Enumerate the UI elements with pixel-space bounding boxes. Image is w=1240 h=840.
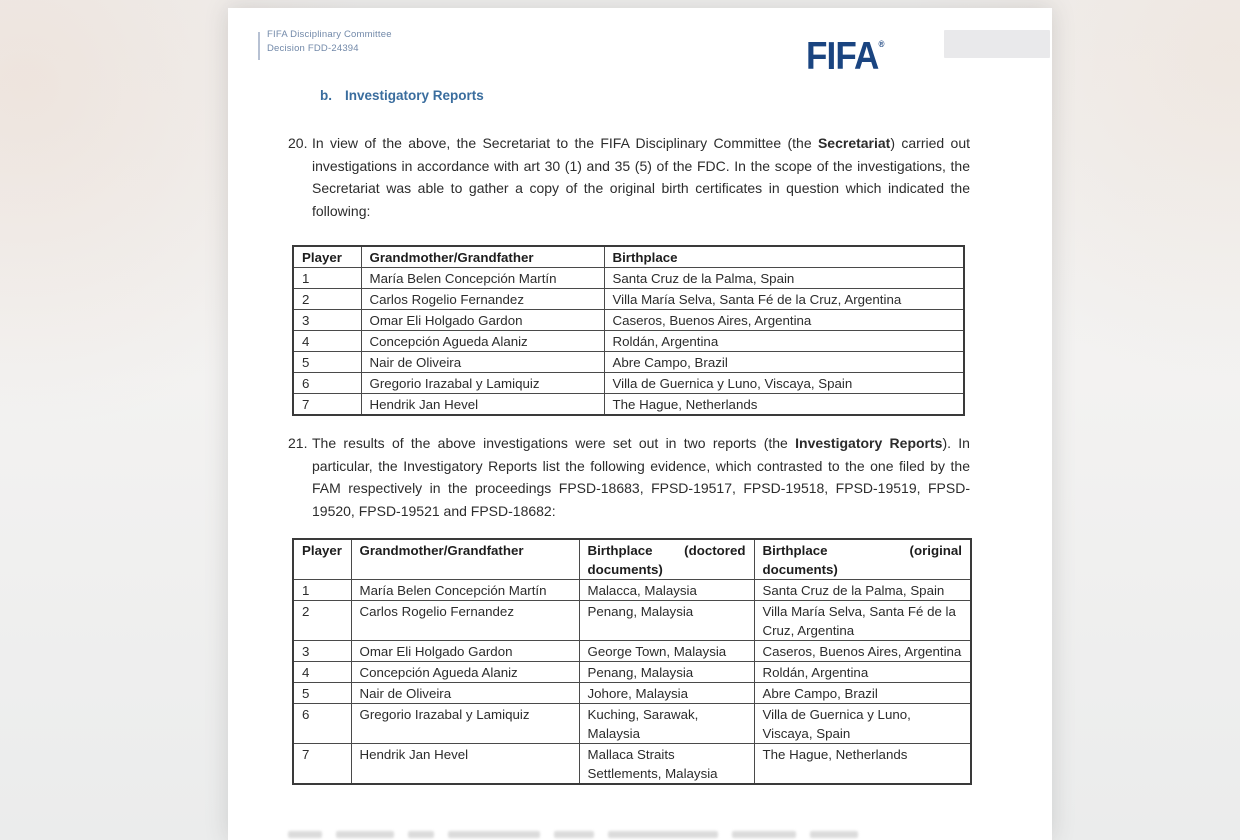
table-cell: Gregorio Irazabal y Lamiquiz [361, 373, 604, 394]
fifa-logo [806, 24, 884, 77]
table-cell: 7 [293, 394, 361, 416]
table-cell: 4 [293, 331, 361, 352]
table-row [293, 683, 971, 704]
table-cell: 2 [293, 289, 361, 310]
paragraph-segment: In view of the above, the Secretariat to the FIFA Disciplinary Committee (the [312, 135, 818, 151]
table-cell: Villa María Selva, Santa Fé de la Cruz, Argentina [754, 601, 971, 641]
table-row [293, 704, 971, 744]
table-cell: Nair de Oliveira [351, 683, 579, 704]
table-cell: Santa Cruz de la Palma, Spain [604, 268, 964, 289]
table-row [293, 394, 964, 416]
table-cell: Santa Cruz de la Palma, Spain [754, 580, 971, 601]
table-cell: Abre Campo, Brazil [604, 352, 964, 373]
header-divider [258, 32, 260, 60]
table-row [293, 580, 971, 601]
table-cell: The Hague, Netherlands [604, 394, 964, 416]
table-row [293, 289, 964, 310]
table-cell: 2 [293, 601, 351, 641]
table-cell: Mallaca Straits Settlements, Malaysia [579, 744, 754, 785]
table-cell: María Belen Concepción Martín [351, 580, 579, 601]
table-row [293, 662, 971, 683]
birth-certificates-table [292, 245, 965, 416]
column-header: Player [293, 539, 351, 580]
table-cell: Concepción Agueda Alaniz [361, 331, 604, 352]
table-header-row [293, 539, 971, 580]
table-cell: Carlos Rogelio Fernandez [351, 601, 579, 641]
table-row [293, 744, 971, 785]
table-cell: Roldán, Argentina [754, 662, 971, 683]
table-row [293, 373, 964, 394]
table-cell: 4 [293, 662, 351, 683]
table-cell: 5 [293, 683, 351, 704]
table-cell: Penang, Malaysia [579, 662, 754, 683]
table-row [293, 641, 971, 662]
table-cell: Abre Campo, Brazil [754, 683, 971, 704]
table-cell: 7 [293, 744, 351, 785]
table-cell: 6 [293, 373, 361, 394]
table-row [293, 352, 964, 373]
document-header [267, 28, 392, 56]
redacted-bar [944, 30, 1050, 58]
paragraph-segment: The results of the above investigations were set out in two reports (the [312, 435, 796, 451]
table-cell: Kuching, Sarawak, Malaysia [579, 704, 754, 744]
table-cell: Villa de Guernica y Luno, Viscaya, Spain [604, 373, 964, 394]
paragraph-number: 20. [288, 135, 308, 151]
paragraph-segment: ) carried out investigations in accordance with art 30 (1) and 35 (5) of the FDC. In the scope of the investigations, the Secretariat was able to gather a copy of the original birth certificates in question which indicated the following: [312, 135, 970, 219]
table-cell: Nair de Oliveira [361, 352, 604, 373]
table-cell: Villa de Guernica y Luno, Viscaya, Spain [754, 704, 971, 744]
paragraph-bold-term: Secretariat [817, 135, 891, 151]
section-title: Investigatory Reports [345, 88, 484, 103]
table-cell: The Hague, Netherlands [754, 744, 971, 785]
paragraph-21 [288, 432, 970, 522]
table-cell: Hendrik Jan Hevel [361, 394, 604, 416]
table-cell: Penang, Malaysia [579, 601, 754, 641]
column-header: Birthplace (doctored documents) [579, 539, 754, 580]
table-header-row [293, 246, 964, 268]
table-cell: Hendrik Jan Hevel [351, 744, 579, 785]
paragraph-bold-term: Investigatory Reports [795, 435, 943, 451]
paragraph-number: 21. [288, 435, 308, 451]
table-cell: Omar Eli Holgado Gardon [361, 310, 604, 331]
paragraph-segment: ). In particular, the Investigatory Reports list the following evidence, which contrasted to the one filed by the FAM respectively in the proceedings FPSD-18683, FPSD-19517, FPSD-19518, FPSD-19519, FPSD-19520, FPSD-19521 and FPSD-18682: [312, 435, 970, 519]
table-cell: Roldán, Argentina [604, 331, 964, 352]
table-row [293, 331, 964, 352]
table-cell: Concepción Agueda Alaniz [351, 662, 579, 683]
committee-line: FIFA Disciplinary Committee [267, 29, 392, 40]
section-heading [320, 88, 484, 103]
table-cell: Malacca, Malaysia [579, 580, 754, 601]
table-row [293, 310, 964, 331]
fifa-logo-text: FIFA [806, 35, 879, 78]
table-cell: 1 [293, 268, 361, 289]
table-row [293, 601, 971, 641]
table-row [293, 268, 964, 289]
column-header: Birthplace (original documents) [754, 539, 971, 580]
table-cell: Gregorio Irazabal y Lamiquiz [351, 704, 579, 744]
section-label: b. [320, 88, 332, 103]
decision-number: Decision FDD-24394 [267, 43, 359, 54]
column-header: Grandmother/Grandfather [351, 539, 579, 580]
table-cell: Johore, Malaysia [579, 683, 754, 704]
table-cell: María Belen Concepción Martín [361, 268, 604, 289]
column-header: Player [293, 246, 361, 268]
paragraph-text [312, 132, 970, 222]
table-cell: Caseros, Buenos Aires, Argentina [604, 310, 964, 331]
paragraph-20 [288, 132, 970, 222]
table-cell: 3 [293, 310, 361, 331]
table-cell: Omar Eli Holgado Gardon [351, 641, 579, 662]
table-cell: 6 [293, 704, 351, 744]
table-cell: 1 [293, 580, 351, 601]
document-page [228, 8, 1052, 840]
cutoff-text-remnant [288, 831, 978, 840]
table-cell: George Town, Malaysia [579, 641, 754, 662]
table-cell: 3 [293, 641, 351, 662]
table-cell: Caseros, Buenos Aires, Argentina [754, 641, 971, 662]
table-cell: Villa María Selva, Santa Fé de la Cruz, Argentina [604, 289, 964, 310]
trademark-icon: ® [878, 39, 885, 49]
table-cell: Carlos Rogelio Fernandez [361, 289, 604, 310]
doctored-vs-original-table [292, 538, 972, 785]
column-header: Birthplace [604, 246, 964, 268]
column-header: Grandmother/Grandfather [361, 246, 604, 268]
paragraph-text [312, 432, 970, 522]
table-cell: 5 [293, 352, 361, 373]
